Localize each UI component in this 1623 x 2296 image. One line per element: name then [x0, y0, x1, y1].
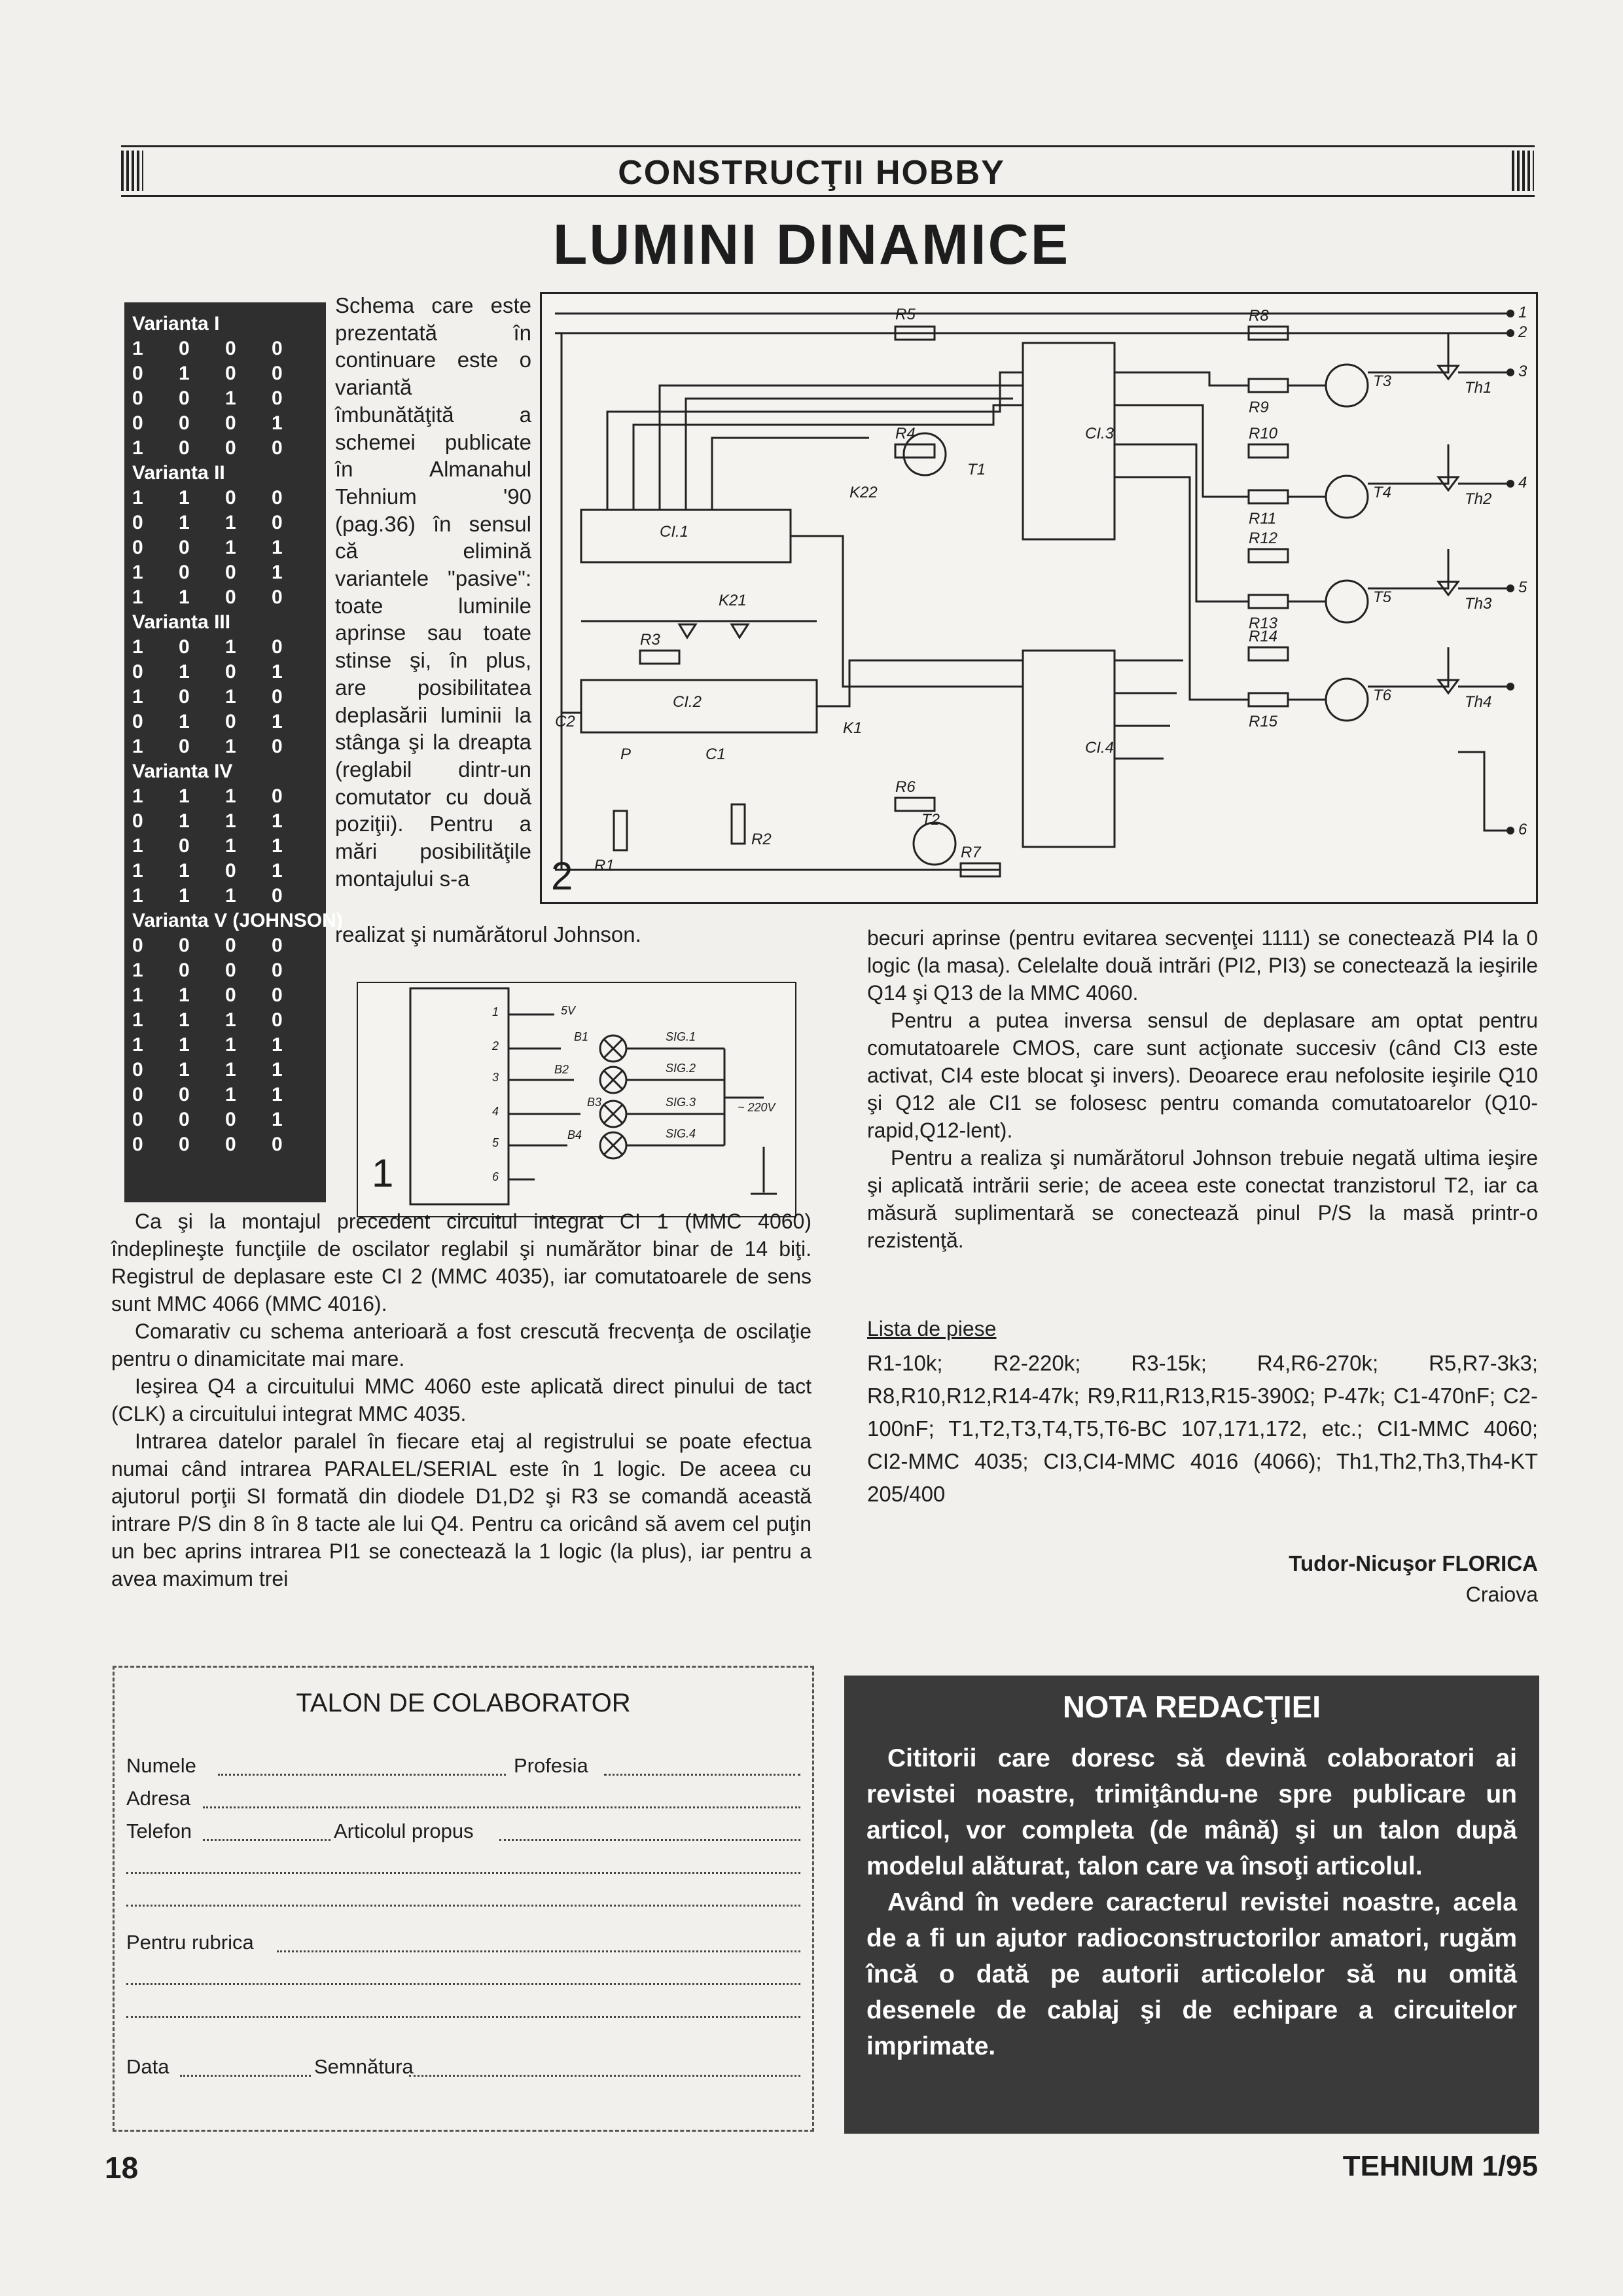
truth-table-row — [132, 983, 318, 1008]
truth-table-cell: 1 — [272, 537, 283, 558]
body-right-column — [867, 924, 1538, 1254]
truth-table-cell: 1 — [132, 860, 143, 882]
coupon-date-field[interactable] — [180, 2075, 311, 2077]
truth-table-cell: 1 — [179, 1034, 190, 1056]
truth-table-cell: 0 — [132, 661, 143, 683]
truth-table-cell: 0 — [225, 412, 236, 434]
schematic-2-label: R15 — [1249, 713, 1278, 730]
schematic-2-label: R7 — [961, 844, 981, 861]
truth-table-cell: 1 — [225, 1084, 236, 1105]
truth-table-cell: 0 — [225, 363, 236, 384]
truth-table-cell: 1 — [272, 711, 283, 732]
truth-table-cell: 0 — [272, 487, 283, 509]
schematic-2-label: C2 — [555, 713, 575, 730]
schematic-1-label: B3 — [587, 1096, 602, 1109]
journal-issue: TEHNIUM 1/95 — [1342, 2150, 1538, 2182]
truth-table-row — [132, 884, 318, 908]
truth-table-cell: 1 — [179, 661, 190, 683]
truth-table-cell: 1 — [132, 686, 143, 708]
truth-table-cell: 0 — [272, 736, 283, 757]
schematic-2-label: T4 — [1373, 484, 1392, 501]
coupon-signature-label: Semnătura — [314, 2055, 414, 2078]
truth-table-cell: 1 — [272, 1059, 283, 1081]
truth-table-cell: 0 — [272, 363, 283, 384]
truth-table-cell: 1 — [272, 412, 283, 434]
truth-table-cell: 1 — [132, 785, 143, 807]
truth-table-cell: 1 — [179, 1009, 190, 1031]
body-paragraph: Ca şi la montajul precedent circuitul integrat CI 1 (MMC 4060) îndeplineşte funcţiile de oscilator reglabil şi numărător binar de 14 biţi. Registrul de deplasare este CI 2 (MMC 4035), iar comutatoarele de sens sunt MMC 4066 (MMC 4016). — [111, 1210, 812, 1316]
truth-table-cell: 0 — [179, 1109, 190, 1130]
truth-table-row — [132, 1083, 318, 1107]
coupon-address-label: Adresa — [126, 1787, 191, 1810]
truth-table-row — [132, 436, 318, 461]
truth-table-cell: 0 — [272, 785, 283, 807]
truth-table-row — [132, 1058, 318, 1083]
truth-table-cell: 1 — [272, 810, 283, 832]
schematic-2-label: Th4 — [1465, 693, 1492, 711]
truth-table-cell: 0 — [179, 1084, 190, 1105]
truth-table-cell: 1 — [179, 711, 190, 732]
truth-table-cell: 0 — [179, 387, 190, 409]
truth-table-cell: 0 — [272, 960, 283, 981]
coupon-extra-line-3[interactable] — [126, 1983, 800, 1985]
truth-table-row — [132, 585, 318, 610]
schematic-2-label: R13 — [1249, 615, 1278, 632]
schematic-2-label: T6 — [1373, 687, 1392, 704]
truth-table-variant-name: Varianta II — [132, 462, 225, 484]
schematic-figure-2 — [540, 292, 1538, 904]
truth-table-cell: 1 — [132, 835, 143, 857]
coupon-address-field[interactable] — [203, 1806, 800, 1808]
body-paragraph: Ieşirea Q4 a circuitului MMC 4060 este aplicată direct pinului de tact (CLK) a circuitului integrat MMC 4035. — [111, 1374, 812, 1426]
parts-list: R1-10k; R2-220k; R3-15k; R4,R6-270k; R5,R7-3k3; R8,R10,R12,R14-47k; R9,R11,R13,R15-390Ω; P-47k; C1-470nF; C2-100nF; T1,T2,T3,T4,T5,T6-BC 107,171,172, etc.; CI1-MMC 4060; CI2-MMC 4035; CI3,CI4-MMC 4016 (4066); Th1,Th2,Th3,Th4-KT 205/400 — [867, 1351, 1538, 1506]
coupon-profession-field[interactable] — [604, 1774, 800, 1776]
truth-table-cell: 0 — [272, 387, 283, 409]
truth-table-cell: 0 — [225, 487, 236, 509]
truth-table-cell: 1 — [179, 512, 190, 533]
truth-table-variant-name: Varianta IV — [132, 761, 233, 782]
truth-table-cell: 0 — [225, 984, 236, 1006]
truth-table-row — [132, 635, 318, 660]
coupon-extra-line-2[interactable] — [126, 1905, 800, 1907]
truth-table-cell: 0 — [132, 1059, 143, 1081]
schematic-2-label: Th3 — [1465, 595, 1492, 613]
truth-table-row — [132, 1033, 318, 1058]
editor-note-paragraph-1: Cititorii care doresc să devină colaboratori ai revistei noastre, trimiţându-ne spre publicare un articol, vor completa (de mână) şi un talon după modelul alăturat, talon care va însoţi articolul. — [866, 1744, 1517, 1880]
truth-table-cell: 0 — [272, 437, 283, 459]
schematic-2-label: R11 — [1249, 510, 1277, 528]
truth-table-cell: 0 — [225, 935, 236, 956]
truth-table-cell: 1 — [132, 562, 143, 583]
schematic-2-label: 4 — [1518, 474, 1527, 492]
truth-table-cell: 0 — [132, 537, 143, 558]
schematic-1-label: 2 — [492, 1039, 499, 1052]
article-title: LUMINI DINAMICE — [552, 213, 1071, 276]
truth-table-variant-name: Varianta I — [132, 313, 220, 334]
truth-table-cell: 0 — [179, 437, 190, 459]
truth-table-row — [132, 1132, 318, 1157]
truth-table-cell: 0 — [179, 636, 190, 658]
truth-table-cell: 0 — [272, 984, 283, 1006]
schematic-2-label: R3 — [640, 631, 660, 649]
coupon-title: TALON DE COLABORATOR — [296, 1689, 631, 1717]
schematic-1-label: 5 — [492, 1136, 499, 1149]
truth-table-cell: 1 — [132, 636, 143, 658]
truth-table-row — [132, 535, 318, 560]
truth-table-cell: 0 — [132, 363, 143, 384]
truth-table-row — [132, 734, 318, 759]
coupon-name-label: Numele — [126, 1754, 196, 1777]
truth-table-cell: 0 — [132, 387, 143, 409]
truth-table-cell: 0 — [272, 512, 283, 533]
truth-table-cell: 0 — [225, 1109, 236, 1130]
truth-table-variant-name: Varianta V (JOHNSON) — [132, 910, 343, 931]
truth-table-row — [132, 834, 318, 859]
truth-table-cell: 1 — [179, 984, 190, 1006]
truth-table-cell: 1 — [225, 512, 236, 533]
truth-table-cell: 0 — [225, 711, 236, 732]
header-rule-top — [121, 145, 1535, 147]
truth-table-cell: 0 — [225, 338, 236, 359]
truth-table-cell: 0 — [179, 935, 190, 956]
schematic-2-label: T1 — [967, 461, 986, 478]
body-paragraph: becuri aprinse (pentru evitarea secvenţei 1111) se conectează PI4 la 0 logic (la masa). Celelalte două intrări (PI2, PI3) se conectează la ieşirile Q14 şi Q13 de la MMC 4060. — [867, 926, 1538, 1005]
truth-table-cell: 0 — [179, 412, 190, 434]
coupon-extra-line-4[interactable] — [126, 2016, 800, 2018]
truth-table-cell: 0 — [179, 338, 190, 359]
truth-table-cell: 1 — [132, 437, 143, 459]
schematic-2-label: R10 — [1249, 425, 1278, 442]
truth-table-cell: 0 — [179, 960, 190, 981]
schematic-2-label: C1 — [705, 745, 726, 763]
truth-table-row — [132, 336, 318, 361]
coupon-rubric-field[interactable] — [277, 1950, 800, 1952]
truth-table-cell: 0 — [272, 636, 283, 658]
truth-table-cell: 0 — [179, 835, 190, 857]
coupon-date-label: Data — [126, 2055, 169, 2078]
schematic-2-label: CI.4 — [1085, 739, 1115, 757]
schematic-1-label: 4 — [492, 1105, 499, 1118]
truth-table-cell: 1 — [225, 785, 236, 807]
schematic-2-label: R9 — [1249, 399, 1269, 416]
truth-table-row — [132, 411, 318, 436]
truth-table-row — [132, 486, 318, 511]
truth-table-row — [132, 685, 318, 709]
body-left-column — [111, 1208, 812, 1592]
schematic-2-label: R5 — [895, 306, 916, 323]
truth-table-cell: 1 — [272, 835, 283, 857]
truth-table-cell: 0 — [179, 686, 190, 708]
truth-table-cell: 0 — [132, 1134, 143, 1155]
schematic-1-label: 5V — [561, 1004, 576, 1017]
truth-table-cell: 0 — [132, 512, 143, 533]
editor-note — [844, 1676, 1539, 2134]
truth-table-cell: 0 — [225, 960, 236, 981]
truth-table-cell: 1 — [132, 1034, 143, 1056]
truth-table-cell: 0 — [272, 1009, 283, 1031]
truth-table-cell: 1 — [225, 1034, 236, 1056]
truth-table-cell: 1 — [179, 363, 190, 384]
truth-table-cell: 1 — [272, 1084, 283, 1105]
truth-table-cell: 1 — [225, 1009, 236, 1031]
truth-table-cell: 1 — [225, 885, 236, 906]
schematic-2-label: CI.1 — [660, 523, 689, 541]
editor-note-paragraph-2: Având în vedere caracterul revistei noastre, acela de a fi un ajutor radioconstructorilor amatori, rugăm încă o dată pe autorii articolelor să nu omită desenele de cablaj şi de echipare a circuitelor imprimate. — [866, 1888, 1517, 2060]
truth-table-cell: 1 — [179, 860, 190, 882]
truth-table-cell: 0 — [132, 1109, 143, 1130]
schematic-2-label: R1 — [594, 857, 615, 874]
intro-tail: realizat şi numărătorul Johnson. — [335, 922, 641, 946]
schematic-2-label: K22 — [849, 484, 878, 501]
schematic-2-label: K1 — [843, 719, 863, 737]
schematic-2-label: R14 — [1249, 628, 1278, 645]
author-name: Tudor-Nicuşor FLORICA — [1289, 1551, 1538, 1575]
truth-table-cell: 1 — [225, 537, 236, 558]
truth-table-cell: 1 — [132, 487, 143, 509]
schematic-1-label: SIG.1 — [666, 1030, 696, 1043]
truth-table-cell: 1 — [225, 835, 236, 857]
schematic-1-label: B1 — [574, 1030, 589, 1043]
truth-table-row — [132, 511, 318, 535]
truth-table-cell: 0 — [272, 686, 283, 708]
truth-table-cell: 0 — [272, 885, 283, 906]
body-paragraph: Comarativ cu schema anterioară a fost crescută frecvenţa de oscilaţie pentru o dinamicitate mai mare. — [111, 1319, 812, 1371]
truth-table-row — [132, 1008, 318, 1033]
truth-table-cell: 0 — [272, 338, 283, 359]
truth-table-cell: 1 — [225, 1059, 236, 1081]
truth-table-cell: 1 — [272, 1109, 283, 1130]
schematic-2-label: P — [620, 745, 632, 763]
coupon-rubric-label: Pentru rubrica — [126, 1931, 254, 1954]
truth-table-cell: 1 — [225, 736, 236, 757]
schematic-1-label: SIG.2 — [666, 1062, 696, 1075]
coupon-extra-line-1[interactable] — [126, 1872, 800, 1874]
schematic-1-label: B4 — [567, 1128, 582, 1141]
truth-table-row — [132, 386, 318, 411]
truth-table-cell: 0 — [132, 935, 143, 956]
truth-table-cell: 0 — [179, 736, 190, 757]
schematic-1-label: SIG.4 — [666, 1127, 696, 1140]
truth-table-cell: 1 — [132, 984, 143, 1006]
schematic-2-label: T5 — [1373, 588, 1392, 606]
truth-table-row — [132, 958, 318, 983]
truth-table-cell: 1 — [132, 885, 143, 906]
truth-table-cell: 0 — [225, 586, 236, 608]
coupon-phone-field[interactable] — [203, 1839, 330, 1841]
schematic-1-drawing — [358, 983, 795, 1216]
truth-table-cell: 1 — [132, 1009, 143, 1031]
body-paragraph: Intrarea datelor paralel în fiecare etaj al registrului se poate efectua numai când intrarea PARALEL/SERIAL este în 1 logic. De aceea cu ajutorul porţii SI formată din diodele D1,D2 şi R3 se comandă această intrare P/S din 8 în 8 tacte ale lui Q4. Pentru ca oricând să avem cel puţin un bec aprins intrarea PI1 se conectează la 1 logic (la plus), iar pentru a avea maximum trei — [111, 1429, 812, 1590]
truth-table-cell: 1 — [132, 338, 143, 359]
coupon-signature-field[interactable] — [409, 2075, 800, 2077]
truth-table-cell: 1 — [179, 885, 190, 906]
coupon-article-field[interactable] — [499, 1839, 800, 1841]
page-number: 18 — [105, 2151, 139, 2185]
truth-table-row — [132, 784, 318, 809]
header-rule-bottom — [121, 195, 1535, 197]
schematic-1-label: 1 — [492, 1005, 499, 1018]
truth-table-cell: 1 — [132, 736, 143, 757]
body-paragraph: Pentru a putea inversa sensul de deplasare am optat pentru comutatoarele CMOS, care sunt acţionate succesiv (când CI3 este activat, CI4 este blocat şi invers). Deoarece erau nefolosite ieşirile Q10 şi Q12 ale CI1 se folosesc pentru comanda comutatoarelor (Q10-rapid,Q12-lent). — [867, 1009, 1538, 1142]
schematic-2-label: 2 — [1518, 323, 1527, 341]
truth-table-row — [132, 361, 318, 386]
schematic-2-label: K21 — [719, 592, 747, 609]
schematic-1-label: ~ 220V — [738, 1101, 776, 1114]
truth-table-row — [132, 660, 318, 685]
coupon-article-label: Articolul propus — [334, 1820, 474, 1842]
schematic-2-label: Th2 — [1465, 490, 1492, 508]
truth-table-cell: 0 — [132, 412, 143, 434]
schematic-2-label: 5 — [1518, 579, 1527, 596]
truth-table-cell: 1 — [179, 586, 190, 608]
figure-2-number: 2 — [551, 854, 573, 898]
schematic-2-label: T2 — [921, 811, 940, 829]
truth-table-cell: 0 — [225, 860, 236, 882]
schematic-1-label: 3 — [492, 1071, 499, 1084]
schematic-1-label: 6 — [492, 1170, 499, 1183]
truth-table-row — [132, 560, 318, 585]
truth-table-row — [132, 709, 318, 734]
schematic-2-label: 3 — [1518, 363, 1527, 380]
coupon-profession-label: Profesia — [514, 1754, 588, 1777]
schematic-2-label: T3 — [1373, 372, 1392, 390]
truth-table-cell: 1 — [132, 960, 143, 981]
truth-table-cell: 1 — [225, 636, 236, 658]
truth-table-cell: 1 — [225, 810, 236, 832]
truth-table-row — [132, 859, 318, 884]
truth-table-cell: 0 — [272, 1134, 283, 1155]
truth-table-cell: 0 — [272, 935, 283, 956]
truth-table-cell: 1 — [179, 1059, 190, 1081]
truth-table-cell: 0 — [225, 1134, 236, 1155]
intro-paragraph: Schema care este prezentată în continuare este o variantă îmbunătăţită a schemei publicate în Almanahul Tehnium '90 (pag.36) în sensul că elimină variantele "pasive": toate luminile aprinse sau toate stinse şi, în plus, are posibilitatea deplasării luminii la stânga şi la dreapta (reglabil dintr-un comutator cu două poziţii). Pentru a mări posibilităţile montajului s-a — [335, 293, 531, 891]
author-city: Craiova — [1465, 1583, 1538, 1606]
editor-note-title: NOTA REDACŢIEI — [1062, 1689, 1321, 1724]
truth-table-cell: 1 — [225, 387, 236, 409]
truth-table-cell: 0 — [179, 1134, 190, 1155]
schematic-figure-1 — [357, 982, 796, 1217]
truth-table-cell: 1 — [179, 810, 190, 832]
truth-table-cell: 1 — [179, 785, 190, 807]
schematic-2-label: R6 — [895, 778, 916, 796]
truth-table-cell: 0 — [225, 437, 236, 459]
truth-table-cell: 0 — [132, 810, 143, 832]
truth-table-cell: 0 — [179, 562, 190, 583]
schematic-2-label: R4 — [895, 425, 916, 442]
schematic-2-label: Th1 — [1465, 379, 1492, 397]
truth-table-row — [132, 809, 318, 834]
parts-list-heading: Lista de piese — [867, 1317, 997, 1340]
schematic-2-label: 6 — [1518, 821, 1527, 838]
schematic-1-label: B2 — [554, 1063, 569, 1076]
schematic-1-label: SIG.3 — [666, 1096, 696, 1109]
body-paragraph: Pentru a realiza şi numărătorul Johnson trebuie negată ultima ieşire şi aplicată intrării serie; de aceea este conectat tranzistorul T2, iar ca măsură suplimentară se conectează pinul P/S la masă printr-o rezistenţă. — [867, 1146, 1538, 1252]
coupon-name-field[interactable] — [218, 1774, 506, 1776]
schematic-2-label: CI.3 — [1085, 425, 1115, 442]
schematic-2-label: R2 — [751, 831, 772, 848]
truth-table-row — [132, 933, 318, 958]
schematic-2-label: R8 — [1249, 307, 1269, 325]
truth-table-variant-name: Varianta III — [132, 611, 231, 633]
schematic-2-label: R12 — [1249, 529, 1278, 547]
truth-table-cell: 1 — [272, 860, 283, 882]
truth-table-cell: 1 — [225, 686, 236, 708]
truth-table-cell: 0 — [225, 661, 236, 683]
coupon-phone-label: Telefon — [126, 1820, 192, 1842]
truth-table-cell: 1 — [272, 1034, 283, 1056]
schematic-2-label: CI.2 — [673, 693, 702, 711]
truth-table-cell: 1 — [132, 586, 143, 608]
truth-table-cell: 0 — [272, 586, 283, 608]
figure-1-number: 1 — [372, 1151, 394, 1195]
truth-table-cell: 0 — [225, 562, 236, 583]
truth-table-cell: 1 — [272, 661, 283, 683]
truth-table-cell: 1 — [179, 487, 190, 509]
truth-table-cell: 0 — [179, 537, 190, 558]
truth-table-cell: 0 — [132, 711, 143, 732]
section-title: CONSTRUCŢII HOBBY — [618, 154, 1005, 192]
collaborator-coupon — [113, 1666, 814, 2132]
truth-table-cell: 0 — [132, 1084, 143, 1105]
schematic-2-label: 1 — [1518, 304, 1527, 321]
truth-table-cell: 1 — [272, 562, 283, 583]
truth-table-row — [132, 1107, 318, 1132]
truth-table — [124, 302, 343, 1202]
